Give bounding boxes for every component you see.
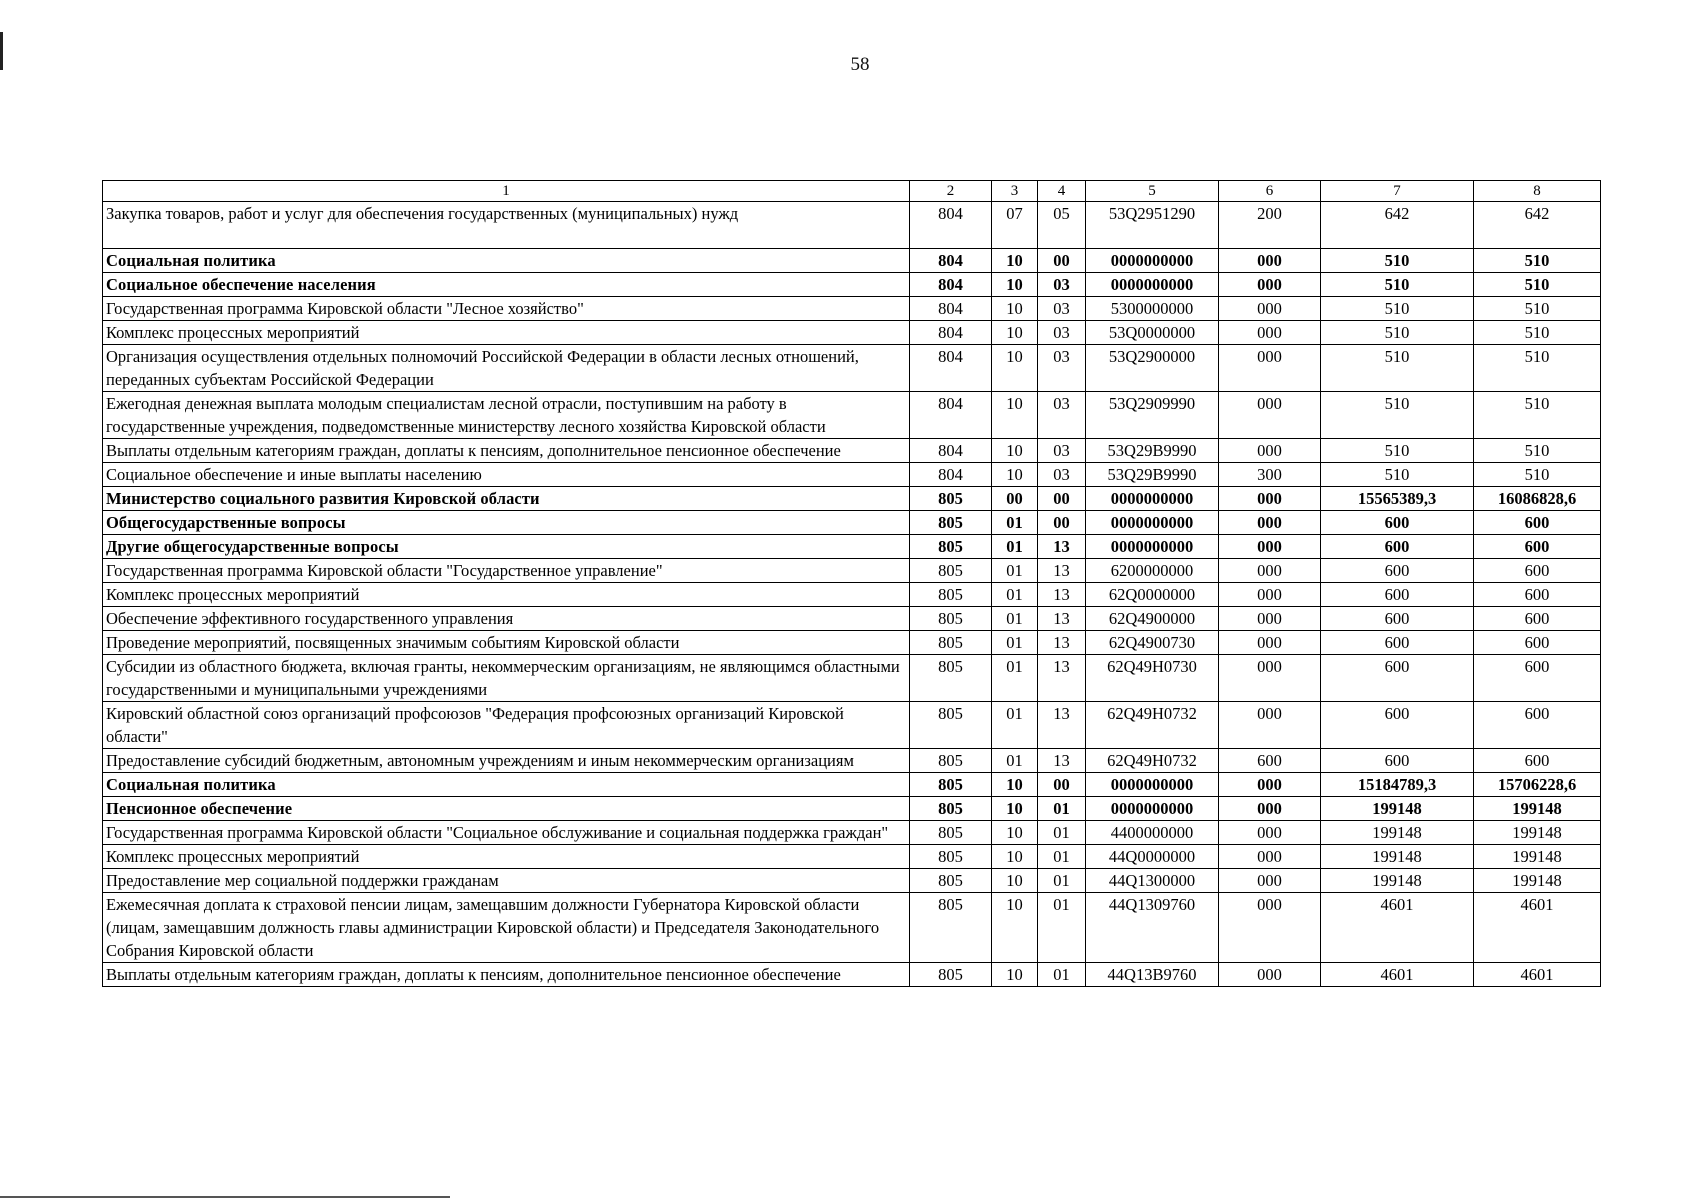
table-row [103, 963, 1601, 987]
row-value-cell: 000 [1219, 773, 1321, 797]
row-value-cell: 510 [1474, 297, 1601, 321]
row-name-cell: Государственная программа Кировской области "Социальное обслуживание и социальная поддержка граждан" [103, 821, 910, 845]
row-value-cell: 510 [1321, 321, 1474, 345]
row-value-cell: 600 [1321, 631, 1474, 655]
row-value-cell: 000 [1219, 297, 1321, 321]
row-value-cell: 000 [1219, 321, 1321, 345]
row-value-cell: 01 [992, 607, 1038, 631]
table-row [103, 631, 1601, 655]
row-value-cell: 804 [910, 392, 992, 439]
row-name-cell: Министерство социального развития Кировской области [103, 487, 910, 511]
table-row [103, 559, 1601, 583]
row-value-cell: 000 [1219, 702, 1321, 749]
row-value-cell: 804 [910, 249, 992, 273]
row-value-cell: 804 [910, 439, 992, 463]
row-value-cell: 805 [910, 797, 992, 821]
row-name-cell: Социальная политика [103, 249, 910, 273]
table-row [103, 535, 1601, 559]
row-value-cell: 804 [910, 463, 992, 487]
row-value-cell: 05 [1038, 202, 1086, 249]
row-value-cell: 000 [1219, 963, 1321, 987]
table-row [103, 893, 1601, 963]
row-name-cell: Субсидии из областного бюджета, включая гранты, некоммерческим организациям, не являющимся областными государственными и муниципальными учреждениями [103, 655, 910, 702]
row-value-cell: 600 [1474, 702, 1601, 749]
row-value-cell: 600 [1474, 607, 1601, 631]
row-value-cell: 44Q13B9760 [1086, 963, 1219, 987]
row-value-cell: 00 [992, 487, 1038, 511]
row-name-cell: Ежегодная денежная выплата молодым специалистам лесной отрасли, поступившим на работу в государственные учреждения, подведомственные министерству лесного хозяйства Кировской области [103, 392, 910, 439]
row-value-cell: 199148 [1474, 797, 1601, 821]
row-value-cell: 510 [1321, 249, 1474, 273]
row-value-cell: 300 [1219, 463, 1321, 487]
row-value-cell: 10 [992, 463, 1038, 487]
row-value-cell: 510 [1321, 273, 1474, 297]
row-value-cell: 600 [1321, 583, 1474, 607]
header-cell: 3 [992, 181, 1038, 202]
row-value-cell: 0000000000 [1086, 273, 1219, 297]
row-value-cell: 4601 [1474, 893, 1601, 963]
row-value-cell: 805 [910, 869, 992, 893]
row-value-cell: 44Q1309760 [1086, 893, 1219, 963]
table-row [103, 463, 1601, 487]
row-name-cell: Социальное обеспечение и иные выплаты населению [103, 463, 910, 487]
row-value-cell: 600 [1321, 607, 1474, 631]
scan-bottom-mark [0, 1196, 450, 1198]
row-name-cell: Выплаты отдельным категориям граждан, доплаты к пенсиям, дополнительное пенсионное обеспечение [103, 963, 910, 987]
row-value-cell: 600 [1321, 535, 1474, 559]
row-value-cell: 600 [1219, 749, 1321, 773]
row-value-cell: 000 [1219, 273, 1321, 297]
row-value-cell: 199148 [1321, 869, 1474, 893]
row-value-cell: 510 [1474, 273, 1601, 297]
table-row [103, 202, 1601, 249]
row-value-cell: 5300000000 [1086, 297, 1219, 321]
row-value-cell: 804 [910, 202, 992, 249]
row-value-cell: 10 [992, 439, 1038, 463]
row-name-cell: Комплекс процессных мероприятий [103, 583, 910, 607]
row-value-cell: 16086828,6 [1474, 487, 1601, 511]
row-value-cell: 0000000000 [1086, 487, 1219, 511]
row-value-cell: 01 [1038, 797, 1086, 821]
row-name-cell: Организация осуществления отдельных полномочий Российской Федерации в области лесных отношений, переданных субъектам Российской Федерации [103, 345, 910, 392]
row-value-cell: 4400000000 [1086, 821, 1219, 845]
row-value-cell: 10 [992, 797, 1038, 821]
row-value-cell: 000 [1219, 487, 1321, 511]
row-value-cell: 10 [992, 963, 1038, 987]
row-value-cell: 600 [1474, 749, 1601, 773]
row-value-cell: 510 [1321, 439, 1474, 463]
row-value-cell: 642 [1321, 202, 1474, 249]
row-value-cell: 0000000000 [1086, 773, 1219, 797]
row-value-cell: 805 [910, 631, 992, 655]
row-value-cell: 199148 [1474, 869, 1601, 893]
row-value-cell: 15565389,3 [1321, 487, 1474, 511]
row-value-cell: 510 [1474, 439, 1601, 463]
table-row [103, 702, 1601, 749]
row-value-cell: 44Q0000000 [1086, 845, 1219, 869]
table-row [103, 869, 1601, 893]
row-value-cell: 200 [1219, 202, 1321, 249]
table-row [103, 249, 1601, 273]
row-value-cell: 000 [1219, 439, 1321, 463]
row-value-cell: 805 [910, 702, 992, 749]
row-value-cell: 53Q2951290 [1086, 202, 1219, 249]
row-value-cell: 00 [1038, 511, 1086, 535]
row-value-cell: 000 [1219, 655, 1321, 702]
row-value-cell: 01 [1038, 869, 1086, 893]
table-row [103, 439, 1601, 463]
row-value-cell: 805 [910, 749, 992, 773]
row-value-cell: 805 [910, 511, 992, 535]
row-value-cell: 15184789,3 [1321, 773, 1474, 797]
row-value-cell: 10 [992, 893, 1038, 963]
row-name-cell: Выплаты отдельным категориям граждан, доплаты к пенсиям, дополнительное пенсионное обеспечение [103, 439, 910, 463]
row-value-cell: 4601 [1474, 963, 1601, 987]
row-value-cell: 01 [992, 631, 1038, 655]
row-value-cell: 600 [1474, 655, 1601, 702]
row-value-cell: 0000000000 [1086, 249, 1219, 273]
row-value-cell: 01 [1038, 963, 1086, 987]
row-value-cell: 13 [1038, 535, 1086, 559]
row-value-cell: 000 [1219, 631, 1321, 655]
row-value-cell: 03 [1038, 321, 1086, 345]
row-value-cell: 000 [1219, 559, 1321, 583]
row-value-cell: 10 [992, 845, 1038, 869]
row-value-cell: 03 [1038, 297, 1086, 321]
row-name-cell: Другие общегосударственные вопросы [103, 535, 910, 559]
row-name-cell: Государственная программа Кировской области "Лесное хозяйство" [103, 297, 910, 321]
row-name-cell: Пенсионное обеспечение [103, 797, 910, 821]
row-value-cell: 53Q29B9990 [1086, 463, 1219, 487]
table-row [103, 821, 1601, 845]
row-value-cell: 510 [1474, 345, 1601, 392]
row-name-cell: Государственная программа Кировской области "Государственное управление" [103, 559, 910, 583]
row-value-cell: 53Q0000000 [1086, 321, 1219, 345]
row-value-cell: 62Q49H0730 [1086, 655, 1219, 702]
row-value-cell: 600 [1474, 583, 1601, 607]
row-name-cell: Комплекс процессных мероприятий [103, 321, 910, 345]
row-value-cell: 13 [1038, 559, 1086, 583]
row-value-cell: 01 [992, 511, 1038, 535]
row-value-cell: 03 [1038, 392, 1086, 439]
table-row [103, 845, 1601, 869]
row-value-cell: 4601 [1321, 893, 1474, 963]
row-value-cell: 4601 [1321, 963, 1474, 987]
row-value-cell: 03 [1038, 463, 1086, 487]
row-value-cell: 53Q2909990 [1086, 392, 1219, 439]
row-name-cell: Социальное обеспечение населения [103, 273, 910, 297]
row-value-cell: 62Q4900000 [1086, 607, 1219, 631]
row-value-cell: 805 [910, 655, 992, 702]
row-value-cell: 13 [1038, 607, 1086, 631]
row-value-cell: 01 [1038, 845, 1086, 869]
row-value-cell: 510 [1474, 392, 1601, 439]
row-value-cell: 805 [910, 535, 992, 559]
table-row [103, 773, 1601, 797]
row-value-cell: 000 [1219, 893, 1321, 963]
row-value-cell: 03 [1038, 345, 1086, 392]
row-value-cell: 10 [992, 249, 1038, 273]
row-value-cell: 10 [992, 821, 1038, 845]
row-value-cell: 07 [992, 202, 1038, 249]
row-value-cell: 510 [1321, 297, 1474, 321]
table-body [103, 202, 1601, 987]
row-value-cell: 000 [1219, 511, 1321, 535]
row-value-cell: 000 [1219, 392, 1321, 439]
row-value-cell: 805 [910, 607, 992, 631]
row-value-cell: 0000000000 [1086, 797, 1219, 821]
row-value-cell: 805 [910, 893, 992, 963]
row-value-cell: 15706228,6 [1474, 773, 1601, 797]
page-number: 58 [850, 54, 870, 75]
row-value-cell: 53Q29B9990 [1086, 439, 1219, 463]
row-value-cell: 13 [1038, 749, 1086, 773]
row-value-cell: 000 [1219, 821, 1321, 845]
row-value-cell: 01 [992, 749, 1038, 773]
table-row [103, 797, 1601, 821]
row-value-cell: 804 [910, 297, 992, 321]
row-value-cell: 13 [1038, 631, 1086, 655]
row-name-cell: Общегосударственные вопросы [103, 511, 910, 535]
row-value-cell: 10 [992, 869, 1038, 893]
row-value-cell: 10 [992, 773, 1038, 797]
table-row [103, 511, 1601, 535]
row-value-cell: 600 [1321, 511, 1474, 535]
row-value-cell: 600 [1474, 559, 1601, 583]
row-value-cell: 805 [910, 821, 992, 845]
row-value-cell: 01 [1038, 821, 1086, 845]
row-value-cell: 199148 [1321, 821, 1474, 845]
row-value-cell: 13 [1038, 655, 1086, 702]
row-value-cell: 199148 [1474, 845, 1601, 869]
row-value-cell: 805 [910, 963, 992, 987]
table-row [103, 607, 1601, 631]
row-name-cell: Закупка товаров, работ и услуг для обеспечения государственных (муниципальных) нужд [103, 202, 910, 249]
row-value-cell: 600 [1474, 631, 1601, 655]
row-value-cell: 000 [1219, 249, 1321, 273]
row-value-cell: 62Q49H0732 [1086, 749, 1219, 773]
table-row [103, 321, 1601, 345]
row-name-cell: Ежемесячная доплата к страховой пенсии лицам, замещавшим должности Губернатора Кировской области (лицам, замещавшим должность главы администрации Кировской области) и Председателя Законодательного Собрания Кировской области [103, 893, 910, 963]
row-value-cell: 13 [1038, 583, 1086, 607]
row-value-cell: 804 [910, 345, 992, 392]
header-cell: 6 [1219, 181, 1321, 202]
header-cell: 7 [1321, 181, 1474, 202]
table-row [103, 273, 1601, 297]
row-value-cell: 62Q49H0732 [1086, 702, 1219, 749]
table-row [103, 487, 1601, 511]
row-value-cell: 00 [1038, 249, 1086, 273]
row-value-cell: 000 [1219, 583, 1321, 607]
row-value-cell: 805 [910, 487, 992, 511]
row-value-cell: 600 [1321, 702, 1474, 749]
row-value-cell: 000 [1219, 535, 1321, 559]
row-value-cell: 000 [1219, 797, 1321, 821]
table-row [103, 583, 1601, 607]
row-value-cell: 000 [1219, 345, 1321, 392]
row-name-cell: Обеспечение эффективного государственного управления [103, 607, 910, 631]
row-name-cell: Комплекс процессных мероприятий [103, 845, 910, 869]
row-value-cell: 10 [992, 297, 1038, 321]
row-value-cell: 000 [1219, 869, 1321, 893]
row-value-cell: 44Q1300000 [1086, 869, 1219, 893]
table-row [103, 655, 1601, 702]
row-value-cell: 10 [992, 392, 1038, 439]
row-value-cell: 510 [1474, 249, 1601, 273]
row-value-cell: 00 [1038, 773, 1086, 797]
row-value-cell: 01 [992, 655, 1038, 702]
row-value-cell: 13 [1038, 702, 1086, 749]
row-value-cell: 805 [910, 583, 992, 607]
row-value-cell: 199148 [1474, 821, 1601, 845]
row-name-cell: Предоставление субсидий бюджетным, автономным учреждениям и иным некоммерческим организациям [103, 749, 910, 773]
row-value-cell: 03 [1038, 273, 1086, 297]
row-value-cell: 805 [910, 559, 992, 583]
row-value-cell: 10 [992, 273, 1038, 297]
header-cell: 2 [910, 181, 992, 202]
row-value-cell: 6200000000 [1086, 559, 1219, 583]
header-cell: 4 [1038, 181, 1086, 202]
row-value-cell: 0000000000 [1086, 535, 1219, 559]
row-value-cell: 600 [1474, 511, 1601, 535]
row-value-cell: 600 [1321, 559, 1474, 583]
row-value-cell: 199148 [1321, 845, 1474, 869]
row-name-cell: Проведение мероприятий, посвященных значимым событиям Кировской области [103, 631, 910, 655]
row-value-cell: 000 [1219, 845, 1321, 869]
row-value-cell: 01 [992, 559, 1038, 583]
row-value-cell: 00 [1038, 487, 1086, 511]
row-value-cell: 199148 [1321, 797, 1474, 821]
header-row [103, 181, 1601, 202]
row-value-cell: 600 [1321, 655, 1474, 702]
row-value-cell: 000 [1219, 607, 1321, 631]
row-value-cell: 01 [1038, 893, 1086, 963]
row-value-cell: 01 [992, 702, 1038, 749]
row-value-cell: 510 [1321, 345, 1474, 392]
row-value-cell: 642 [1474, 202, 1601, 249]
row-value-cell: 10 [992, 345, 1038, 392]
row-value-cell: 53Q2900000 [1086, 345, 1219, 392]
header-cell: 1 [103, 181, 910, 202]
table-row [103, 297, 1601, 321]
header-cell: 5 [1086, 181, 1219, 202]
row-name-cell: Социальная политика [103, 773, 910, 797]
row-value-cell: 62Q0000000 [1086, 583, 1219, 607]
row-value-cell: 62Q4900730 [1086, 631, 1219, 655]
row-value-cell: 510 [1321, 392, 1474, 439]
budget-table [102, 180, 1601, 987]
row-value-cell: 805 [910, 845, 992, 869]
table-row [103, 392, 1601, 439]
header-cell: 8 [1474, 181, 1601, 202]
row-value-cell: 600 [1474, 535, 1601, 559]
row-name-cell: Кировский областной союз организаций профсоюзов "Федерация профсоюзных организаций Кировской области" [103, 702, 910, 749]
row-value-cell: 10 [992, 321, 1038, 345]
row-name-cell: Предоставление мер социальной поддержки гражданам [103, 869, 910, 893]
row-value-cell: 01 [992, 535, 1038, 559]
table-row [103, 749, 1601, 773]
row-value-cell: 510 [1474, 321, 1601, 345]
row-value-cell: 804 [910, 321, 992, 345]
row-value-cell: 600 [1321, 749, 1474, 773]
row-value-cell: 510 [1474, 463, 1601, 487]
table-row [103, 345, 1601, 392]
row-value-cell: 805 [910, 773, 992, 797]
row-value-cell: 804 [910, 273, 992, 297]
row-value-cell: 510 [1321, 463, 1474, 487]
row-value-cell: 0000000000 [1086, 511, 1219, 535]
row-value-cell: 03 [1038, 439, 1086, 463]
row-value-cell: 01 [992, 583, 1038, 607]
